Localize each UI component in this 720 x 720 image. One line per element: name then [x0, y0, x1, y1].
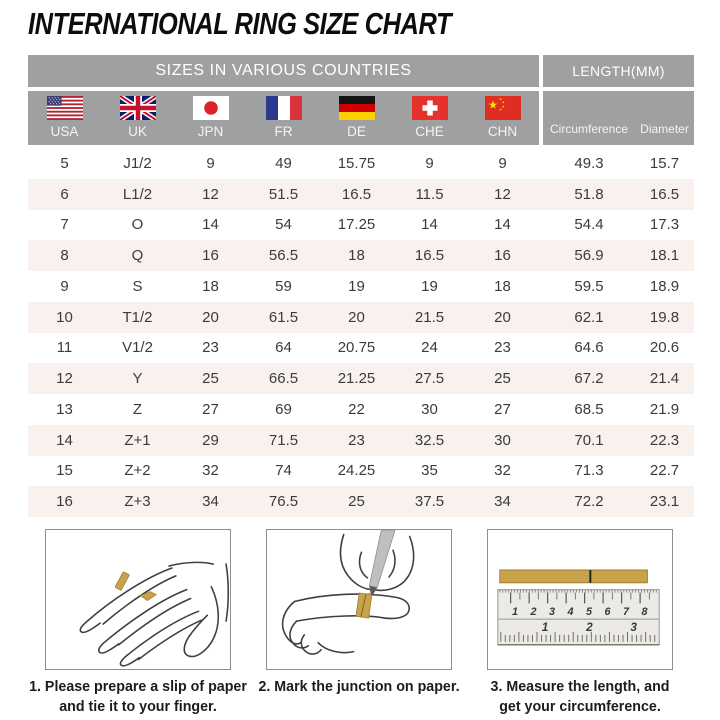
table-cell: 10 — [56, 308, 73, 326]
table-row — [28, 425, 694, 456]
table-column-header — [28, 91, 694, 145]
instruction-step-3 — [486, 529, 674, 717]
marking-paper-illustration — [266, 529, 452, 670]
column-label-circumference: Circumference — [549, 122, 629, 136]
table-cell: 62.1 — [574, 308, 604, 326]
table-cell: 22.7 — [649, 462, 680, 480]
table-cell: 12 — [56, 370, 73, 388]
table-cell: 6 — [60, 185, 69, 203]
table-cell: 9 — [498, 154, 507, 172]
table-cell: 49.3 — [574, 154, 604, 172]
table-cell: 21.4 — [649, 370, 680, 388]
table-cell: 5 — [60, 154, 69, 172]
table-cell: Z — [132, 400, 143, 418]
jpn-flag-icon — [193, 96, 229, 120]
table-cell: 23.1 — [649, 493, 680, 511]
ruler-illustration — [487, 529, 673, 670]
de-flag-icon — [339, 96, 375, 120]
table-cell: 9 — [60, 277, 69, 295]
table-cell: 23 — [202, 339, 219, 357]
table-cell: 16.5 — [341, 185, 372, 203]
table-cell: 67.2 — [574, 370, 604, 388]
table-cell: 24 — [421, 339, 438, 357]
table-cell: 64.6 — [574, 339, 604, 357]
column-de — [320, 91, 393, 145]
ruler-number: 2 — [586, 619, 593, 634]
table-cell: 25 — [202, 370, 219, 388]
table-cell: 9 — [425, 154, 434, 172]
table-cell: 18.9 — [649, 277, 680, 295]
ruler-number: 7 — [623, 606, 630, 619]
column-che — [393, 91, 466, 145]
table-cell: 71.5 — [268, 431, 299, 449]
table-cell: 14 — [421, 216, 438, 234]
instruction-caption: 3. Measure the length, and get your circumference. — [490, 678, 670, 715]
table-cell: S — [132, 277, 143, 295]
ruler-number: 3 — [630, 619, 637, 634]
table-row — [28, 333, 694, 364]
table-cell: 27.5 — [414, 370, 445, 388]
table-row — [28, 302, 694, 333]
table-row — [28, 179, 694, 210]
table-cell: 74 — [275, 462, 292, 480]
table-cell: 15.75 — [337, 154, 376, 172]
ruler-body — [498, 590, 659, 645]
table-cell: 11 — [56, 339, 73, 357]
table-cell: 51.5 — [268, 185, 299, 203]
table-cell: 8 — [60, 247, 69, 265]
table-cell: 76.5 — [268, 493, 299, 511]
table-cell: 18.1 — [649, 247, 680, 265]
column-label-che: CHE — [415, 124, 444, 139]
table-cell: 64 — [275, 339, 292, 357]
instruction-caption: 1. Please prepare a slip of paper and tie it to your finger. — [29, 678, 247, 715]
measuring-instructions — [0, 529, 720, 717]
table-cell: O — [131, 216, 144, 234]
table-cell: 54 — [275, 216, 292, 234]
table-cell: Z+1 — [124, 431, 151, 449]
table-cell: 51.8 — [574, 185, 604, 203]
column-chn — [466, 91, 539, 145]
table-cell: 30 — [421, 400, 438, 418]
table-cell: 7 — [60, 216, 69, 234]
instruction-step-2 — [258, 529, 460, 717]
table-row — [28, 456, 694, 487]
table-cell: 32 — [202, 462, 219, 480]
table-cell: 11.5 — [415, 185, 444, 203]
column-label-fr: FR — [274, 124, 293, 139]
table-cell: 49 — [275, 154, 292, 172]
table-cell: 15.7 — [649, 154, 680, 172]
paper-strip — [500, 570, 648, 583]
table-cell: 37.5 — [414, 493, 445, 511]
table-cell: T1/2 — [122, 308, 153, 326]
table-cell: 16.5 — [649, 185, 680, 203]
table-row — [28, 210, 694, 241]
usa-flag-icon — [47, 96, 83, 120]
table-cell: 23 — [348, 431, 365, 449]
column-usa — [28, 91, 101, 145]
table-cell: 19 — [421, 277, 438, 295]
table-cell: 18 — [494, 277, 511, 295]
table-cell: 23 — [494, 339, 511, 357]
table-cell: 12 — [494, 185, 511, 203]
table-cell: 16 — [56, 493, 73, 511]
table-cell: 19 — [348, 277, 365, 295]
table-cell: 21.9 — [649, 400, 680, 418]
sizes-group-header: SIZES IN VARIOUS COUNTRIES — [28, 55, 539, 87]
length-columns — [543, 91, 694, 145]
table-cell: 59 — [275, 277, 292, 295]
table-cell: 16 — [202, 247, 219, 265]
table-body — [28, 148, 694, 517]
table-cell: Z+2 — [124, 462, 151, 480]
instruction-caption: 2. Mark the junction on paper. — [258, 678, 460, 695]
table-cell: 20 — [494, 308, 511, 326]
table-cell: 34 — [494, 493, 511, 511]
paper-band-on-finger — [356, 593, 372, 618]
chn-flag-icon — [485, 96, 521, 120]
table-row — [28, 394, 694, 425]
table-cell: 17.25 — [337, 216, 376, 234]
column-label-usa: USA — [50, 124, 79, 139]
table-cell: 61.5 — [268, 308, 299, 326]
table-cell: 30 — [494, 431, 511, 449]
table-cell: 20.75 — [337, 339, 376, 357]
table-row — [28, 271, 694, 302]
table-cell: 68.5 — [574, 400, 604, 418]
table-cell: 21.5 — [414, 308, 445, 326]
table-cell: 29 — [202, 431, 219, 449]
page-title: INTERNATIONAL RING SIZE CHART — [28, 6, 452, 41]
table-cell: 56.9 — [574, 247, 604, 265]
table-group-header — [28, 55, 694, 87]
table-cell: 27 — [202, 400, 219, 418]
table-cell: V1/2 — [122, 339, 153, 357]
column-fr — [247, 91, 320, 145]
ring-size-table — [28, 55, 694, 517]
table-cell: 14 — [494, 216, 511, 234]
table-cell: 20 — [202, 308, 219, 326]
column-label-de: DE — [347, 124, 366, 139]
fr-flag-icon — [266, 96, 302, 120]
column-jpn — [174, 91, 247, 145]
table-cell: 59.5 — [574, 277, 604, 295]
hand-with-paper-illustration — [45, 529, 231, 670]
table-cell: 32 — [494, 462, 511, 480]
column-label-uk: UK — [128, 124, 147, 139]
table-cell: 15 — [56, 462, 73, 480]
table-cell: 14 — [56, 431, 73, 449]
table-cell: J1/2 — [123, 154, 152, 172]
table-cell: 18 — [202, 277, 219, 295]
ruler-number: 5 — [586, 606, 593, 619]
table-cell: 66.5 — [268, 370, 299, 388]
column-label-diameter: Diameter — [640, 122, 689, 136]
table-cell: 22 — [348, 400, 365, 418]
table-cell: 9 — [206, 154, 215, 172]
ruler-number: 8 — [641, 606, 648, 619]
table-cell: 20.6 — [649, 339, 680, 357]
table-cell: 72.2 — [574, 493, 604, 511]
length-group-header: LENGTH(MM) — [543, 55, 694, 87]
country-columns — [28, 91, 539, 145]
table-cell: 24.25 — [337, 462, 376, 480]
che-flag-icon — [412, 96, 448, 120]
ruler-number: 6 — [604, 606, 611, 619]
table-cell: 70.1 — [574, 431, 604, 449]
table-row — [28, 148, 694, 179]
table-cell: Y — [132, 370, 143, 388]
column-label-chn: CHN — [487, 124, 518, 139]
table-cell: 32.5 — [414, 431, 445, 449]
ruler-number: 2 — [530, 606, 537, 619]
table-row — [28, 363, 694, 394]
table-cell: 21.25 — [337, 370, 376, 388]
table-cell: Q — [131, 247, 144, 265]
table-cell: 71.3 — [574, 462, 604, 480]
table-cell: 20 — [348, 308, 365, 326]
table-cell: 16.5 — [414, 247, 445, 265]
table-cell: 34 — [202, 493, 219, 511]
table-cell: L1/2 — [122, 185, 153, 203]
table-cell: 22.3 — [649, 431, 680, 449]
uk-flag-icon — [120, 96, 156, 120]
table-cell: 19.8 — [649, 308, 680, 326]
ruler-number: 3 — [549, 606, 556, 619]
instruction-step-1 — [29, 529, 247, 717]
table-cell: 18 — [348, 247, 365, 265]
table-row — [28, 240, 694, 271]
pen — [369, 531, 395, 588]
ruler-number: 4 — [567, 606, 574, 619]
column-label-jpn: JPN — [197, 124, 224, 139]
table-cell: 25 — [494, 370, 511, 388]
table-cell: 56.5 — [268, 247, 299, 265]
table-cell: 54.4 — [574, 216, 604, 234]
ruler-number: 1 — [541, 619, 549, 634]
table-cell: 17.3 — [649, 216, 680, 234]
table-cell: 12 — [202, 185, 219, 203]
table-cell: 13 — [56, 400, 73, 418]
table-cell: 16 — [494, 247, 511, 265]
table-row — [28, 486, 694, 517]
ruler-number: 1 — [512, 606, 519, 619]
table-cell: Z+3 — [124, 493, 151, 511]
table-cell: 35 — [421, 462, 438, 480]
table-cell: 14 — [202, 216, 219, 234]
table-cell: 25 — [348, 493, 365, 511]
table-cell: 27 — [494, 400, 511, 418]
table-cell: 69 — [275, 400, 292, 418]
column-uk — [101, 91, 174, 145]
